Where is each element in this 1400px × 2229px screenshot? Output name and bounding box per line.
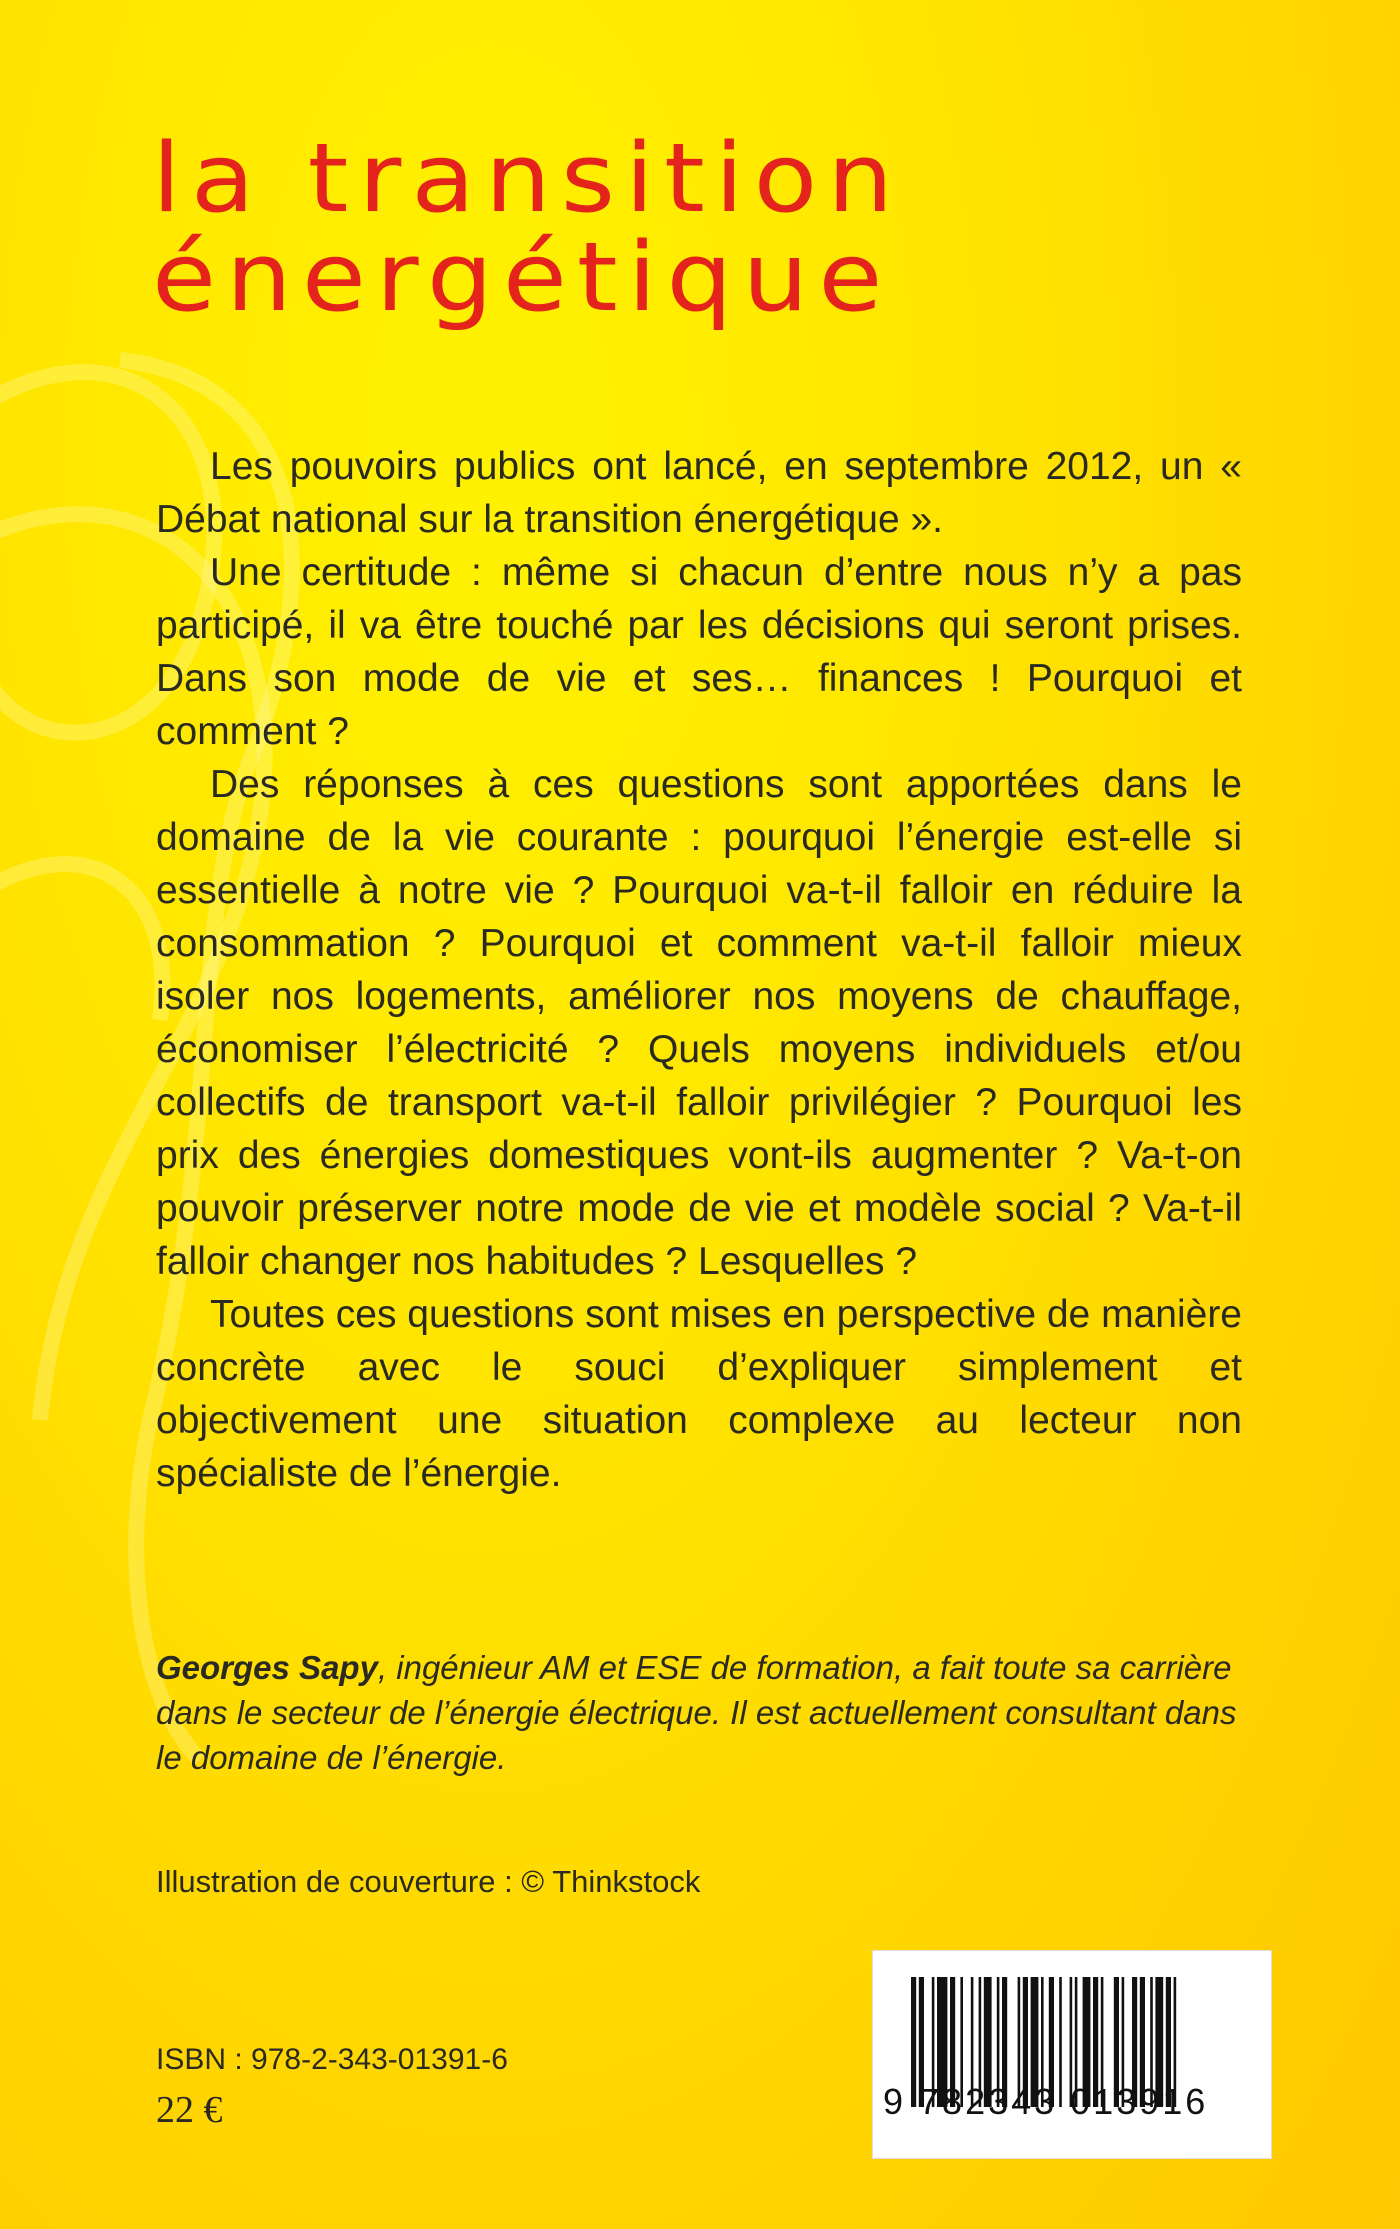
illustration-credit: Illustration de couverture : © Thinkstock [156,1864,701,1899]
book-title [152,121,904,334]
author-name: Georges Sapy [156,1649,378,1686]
summary-paragraph-4: Toutes ces questions sont mises en perspective de manière concrète avec le souci d’expliquer simplement et objectivement une situation complexe au lecteur non spécialiste de l’énergie. [156,1293,1242,1495]
summary-paragraph-1: Les pouvoirs publics ont lancé, en septembre 2012, un « Débat national sur la transition énergétique ». [156,445,1242,541]
barcode [872,1950,1272,2159]
isbn: ISBN : 978-2-343-01391-6 [156,2043,508,2076]
barcode-digits: 9 782343 013916 [883,2081,1209,2122]
author-bio-text: , ingénieur AM et ESE de formation, a fait toute sa carrière dans le secteur de l’énergie électrique. Il est actuellement consultant dans le domaine de l’énergie. [156,1649,1237,1776]
book-summary [156,440,1242,1500]
author-bio [156,1645,1242,1780]
summary-paragraph-3: Des réponses à ces questions sont apportées dans le domaine de la vie courante : pourquoi l’énergie est-elle si essentielle à notre vie ? Pourquoi va-t-il falloir en réduire la consommation ? Pourquoi et comment va-t-il falloir mieux isoler nos logements, améliorer nos moyens de chauffage, économiser l’électricité ? Quels moyens individuels et/ou collectifs de transport va-t-il falloir privilégier ? Pourquoi les prix des énergies domestiques vont-ils augmenter ? Va-t-on pouvoir préserver notre mode de vie et modèle social ? Va-t-il falloir changer nos habitudes ? Lesquelles ? [156,763,1242,1283]
book-title-line-1: la transition [152,121,904,234]
price: 22 € [156,2089,223,2131]
book-title-line-2: énergétique [152,220,893,334]
summary-paragraph-2: Une certitude : même si chacun d’entre nous n’y a pas participé, il va être touché par les décisions qui seront prises. Dans son mode de vie et ses… finances ! Pourquoi et comment ? [156,551,1242,753]
